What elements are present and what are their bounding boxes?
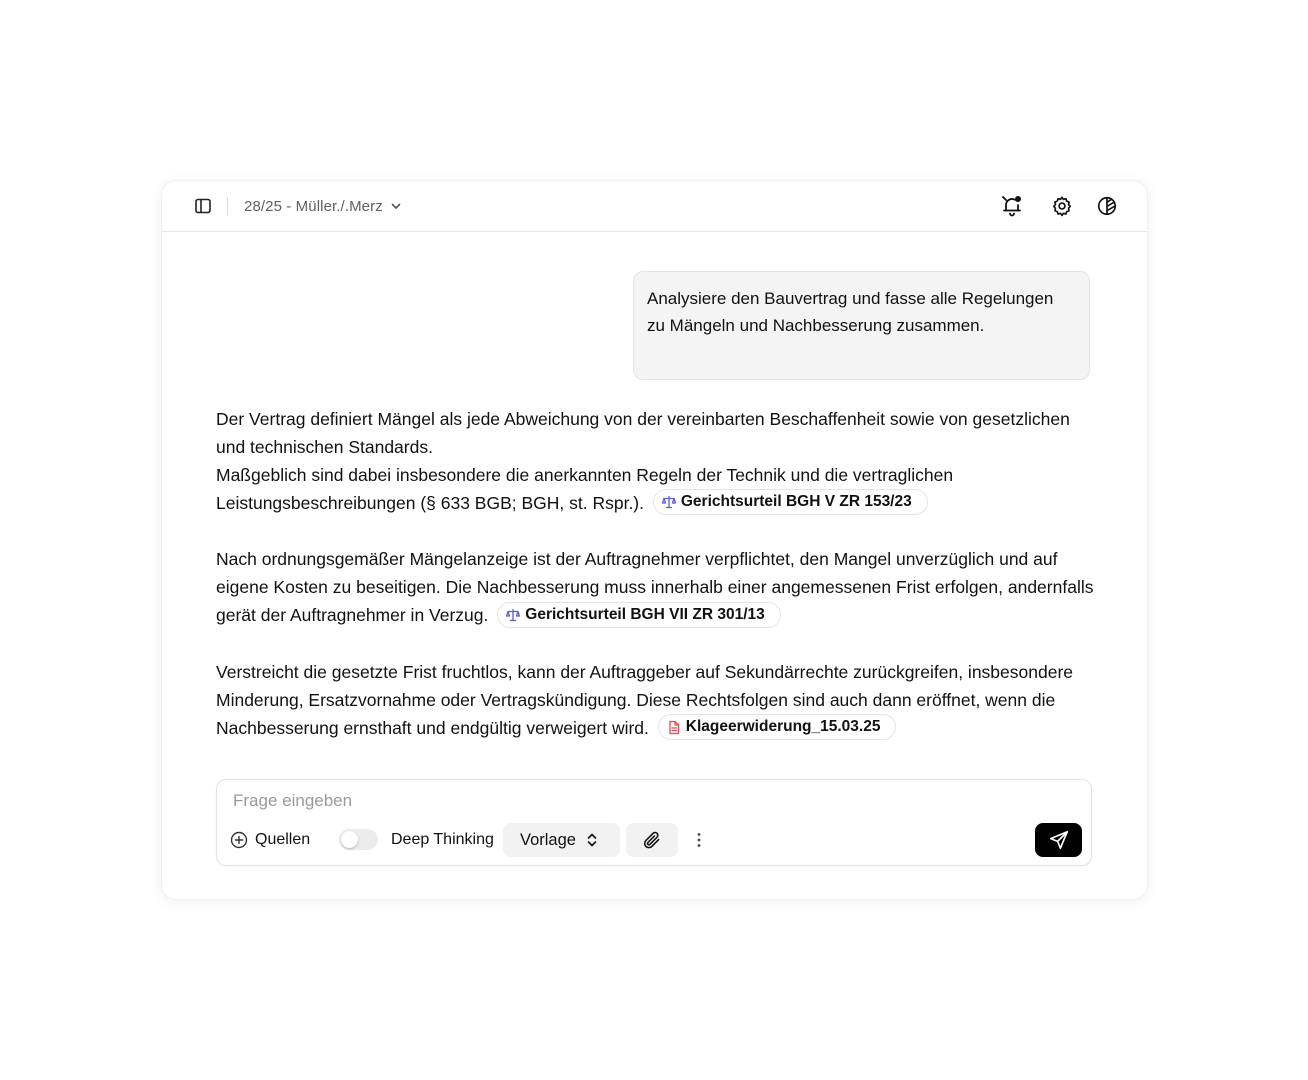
settings-button[interactable] (1049, 193, 1075, 219)
assistant-answer (216, 405, 1096, 770)
contrast-icon (1096, 195, 1118, 217)
toggle-knob (341, 831, 358, 848)
answer-text: Maßgeblich sind dabei insbesondere die anerkannten Regeln der Technik und die vertraglichen Leistungsbeschreibungen (§ 633 BGB; BGH, st. Rspr.). (216, 465, 954, 513)
deep-thinking-toggle[interactable] (339, 829, 378, 850)
user-message-bubble (633, 271, 1090, 380)
case-selector[interactable] (244, 194, 403, 218)
source-chip-court-ruling[interactable] (497, 602, 780, 628)
send-button[interactable] (1035, 823, 1082, 857)
source-chip-label: Klageerwiderung_15.03.25 (685, 718, 881, 736)
scale-icon (506, 608, 520, 622)
gear-icon (1051, 195, 1073, 217)
chevron-down-icon (389, 199, 403, 213)
case-title: 28/25 - Müller./.Merz (244, 197, 383, 215)
source-chip-label: Gerichtsurteil BGH V ZR 153/23 (680, 493, 912, 511)
source-chip-document[interactable] (658, 714, 897, 740)
composer (216, 779, 1092, 866)
question-input[interactable] (233, 789, 993, 813)
more-options-button[interactable] (689, 827, 709, 853)
source-chip-label: Gerichtsurteil BGH VII ZR 301/13 (525, 605, 765, 623)
sidebar-toggle-button[interactable] (192, 195, 214, 217)
answer-paragraph (216, 658, 1096, 742)
paperclip-icon (642, 830, 662, 850)
bell-icon (1000, 194, 1024, 218)
template-select[interactable] (503, 823, 620, 857)
plus-circle-icon (230, 831, 248, 849)
answer-paragraph (216, 545, 1096, 629)
notifications-button[interactable] (999, 193, 1025, 219)
header-bar (162, 181, 1147, 232)
user-message-text: Analysiere den Bauvertrag und fasse alle Regelungen zu Mängeln und Nachbesserung zusammen. (647, 289, 1054, 335)
chevron-up-down-icon (586, 832, 598, 848)
sidebar-toggle-icon (194, 197, 212, 215)
header-divider (227, 197, 228, 215)
sources-label: Quellen (255, 831, 311, 848)
sources-button[interactable] (230, 830, 310, 850)
deep-thinking-label: Deep Thinking (391, 831, 494, 848)
source-chip-court-ruling[interactable] (653, 489, 928, 515)
attach-button[interactable] (626, 823, 678, 857)
template-label: Vorlage (520, 830, 576, 849)
scale-icon (662, 495, 676, 509)
answer-text: Der Vertrag definiert Mängel als jede Abweichung von der vereinbarten Beschaffenheit sowie von gesetzlichen und technischen Standards. (216, 409, 1070, 457)
app-window (162, 181, 1147, 899)
theme-toggle-button[interactable] (1094, 193, 1120, 219)
more-vertical-icon (697, 832, 701, 848)
answer-text: Nach ordnungsgemäßer Mängelanzeige ist der Auftragnehmer verpflichtet, den Mangel unverzüglich und auf eigene Kosten zu beseitigen. Die Nachbesserung muss innerhalb einer angemessenen Frist erfolgen, andernfalls gerät der Auftragnehmer in Verzug. (216, 549, 1094, 626)
document-icon (667, 720, 681, 735)
send-icon (1048, 829, 1070, 851)
answer-paragraph (216, 405, 1096, 517)
answer-text: Verstreicht die gesetzte Frist fruchtlos, kann der Auftraggeber auf Sekundärrechte zurückgreifen, insbesondere Minderung, Ersatzvornahme oder Vertragskündigung. Diese Rechtsfolgen sind auch dann eröffnet, wenn die Nachbesserung ernsthaft und endgültig verweigert wird. (216, 661, 1074, 738)
